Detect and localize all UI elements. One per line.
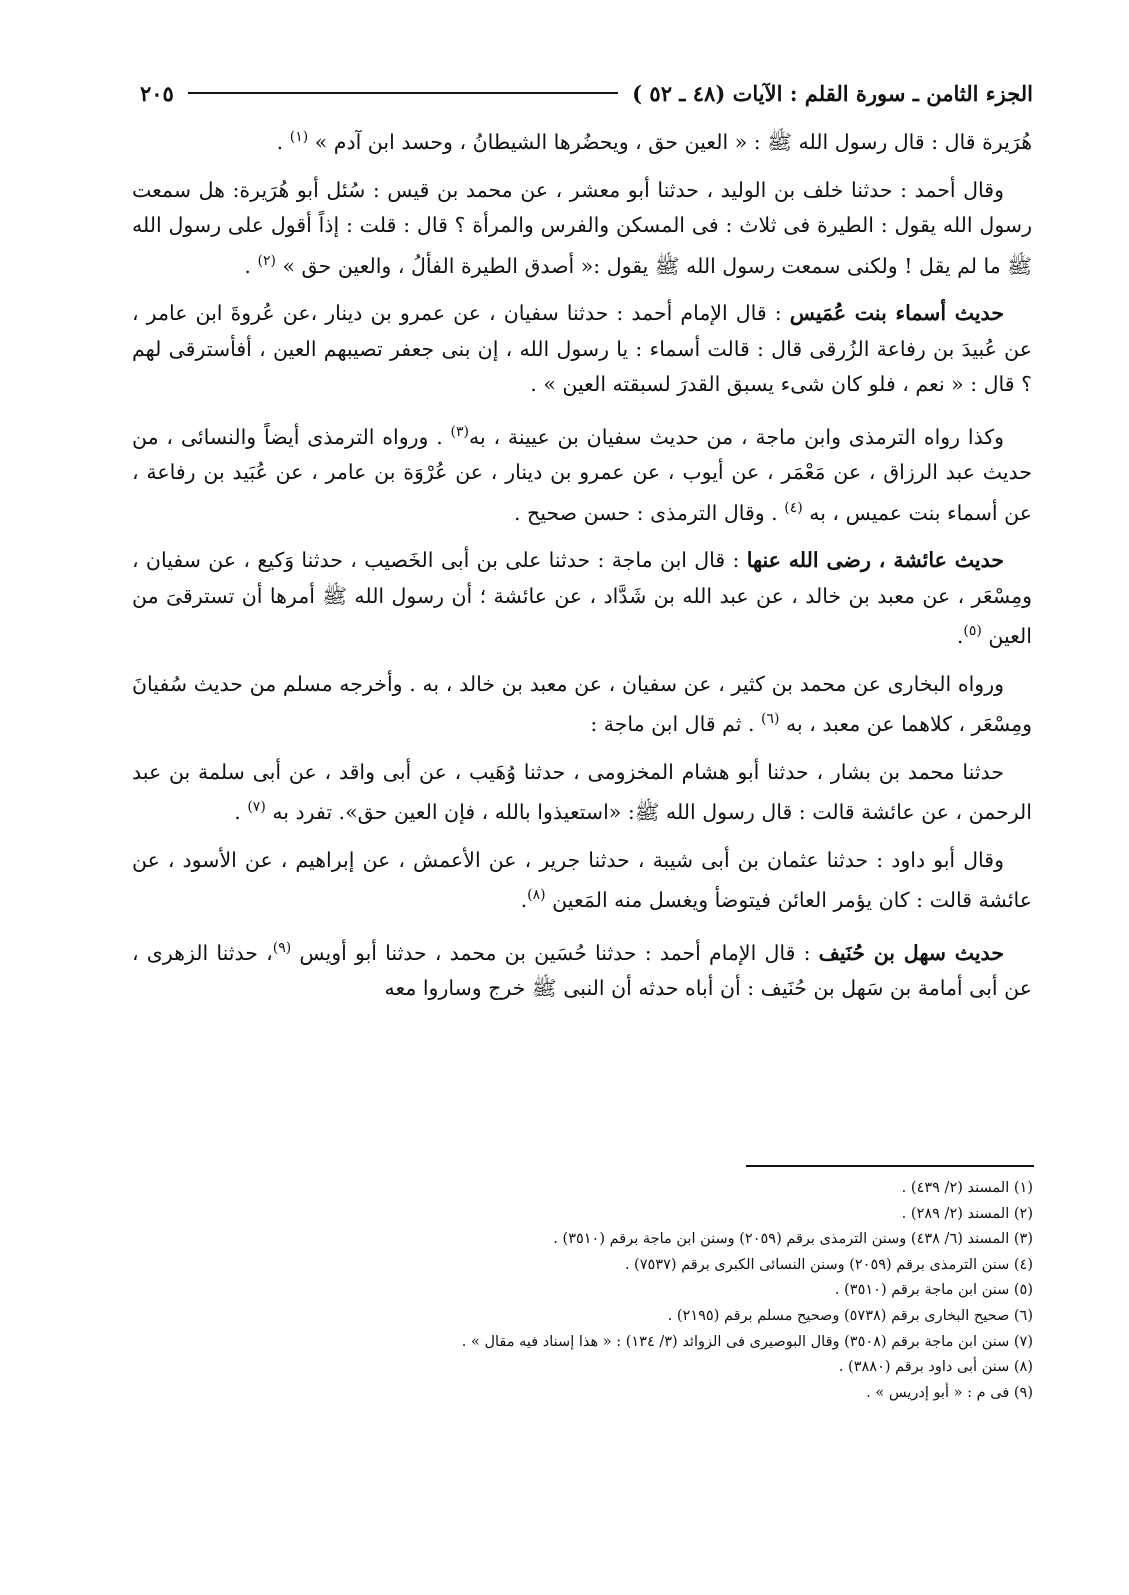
paragraph-tail: . [244,253,251,278]
footnote-rule [746,1165,1034,1167]
paragraph-6 [132,667,1032,743]
paragraph-text: : قال ابن ماجة : حدثنا على بن أبى الخَصيب ، حدثنا وَكيع ، عن سفيان ، ومِسْعَر ، عن معبد بن خالد ، عن عبد الله بن شَدَّاد ، عن عائشة ؛ أن رسول الله ﷺ أمرها أن تسترقىَ من العين [132,548,1032,648]
paragraph-text: وقال أحمد : حدثنا خلف بن الوليد ، حدثنا أبو معشر ، عن محمد بن قيس : سُئل أبو هُرَيرة: هل سمعت رسول الله يقول : الطيرة فى ثلاث : فى المسكن والفرس والمرأة ؟ قال : قلت : إذاً أقول على رسول الله ﷺ ما لم يقل ! ولكنى سمعت رسول الله ﷺ يقول :« أصدق الطيرة الفألُ ، والعين حق » [132,177,1032,278]
footnote-ref: (٦) [761,711,780,727]
paragraph-2 [132,173,1032,285]
footnote-5: (٥) سنن ابن ماجة برقم (٣٥١٠) . [834,1282,1033,1299]
footnote-4: (٤) سنن الترمذى برقم (٢٠٥٩) وسنن النسائى الكبرى برقم (٧٥٣٧) . [624,1256,1033,1273]
paragraph-tail: . وقال الترمذى : حسن صحيح . [513,500,785,525]
paragraph-text: حدثنا محمد بن بشار ، حدثنا أبو هشام المخزومى ، حدثنا وُهَيب ، عن أبى واقد ، عن أبى سلمة بن عبد الرحمن ، عن عائشة قالت : قال رسول الله ﷺ: «استعيذوا بالله ، فإن العين حق». تفرد به [132,759,1032,824]
paragraph-tail: . [234,800,248,824]
paragraph-text: وقال أبو داود : حدثنا عثمان بن أبى شيبة ، حدثنا جرير ، عن الأعمش ، عن إبراهيم ، عن الأسود ، عن عائشة قالت : كان يؤمر العائن فيتوضأ ويغسل منه المَعين [132,847,1032,912]
footnote-ref: (٣) [450,423,469,440]
footnote-ref: (١) [289,129,309,145]
paragraph-1 [132,120,1032,161]
footnote-ref: (٤) [784,499,803,516]
section-lead: حديث عائشة ، رضى الله عنها [746,548,1005,572]
footnote-1: (١) المسند (٢/ ٤٣٩) . [901,1180,1033,1196]
footnote-6: (٦) صحيح البخارى برقم (٥٧٣٨) وصحيح مسلم برقم (٢١٩٥) . [667,1307,1033,1324]
footnote-ref: (٩) [272,939,292,956]
paragraph-9 [132,931,1032,1007]
paragraph-3 [132,296,1032,403]
paragraph-7 [132,755,1032,831]
paragraph-text: وكذا رواه الترمذى وابن ماجة ، من حديث سفيان بن عيينة ، به [469,424,1004,449]
paragraph-5 [132,543,1032,655]
footnote-ref: (٧) [247,799,266,815]
paragraph-text: ورواه البخارى عن محمد بن كثير ، عن سفيان ، عن معبد بن خالد ، به . وأخرجه مسلم من حديث سُفيانَ ومِسْعَر ، كلاهما عن معبد ، به [132,671,1032,736]
footnote-3: (٣) المسند (٦/ ٤٣٨) وسنن الترمذى برقم (٢٠٥٩) وسنن ابن ماجة برقم (٣٥١٠) . [553,1231,1033,1248]
main-text [132,120,1032,1007]
paragraph-tail: . [276,130,284,154]
paragraph-text: هُرَيرة قال : قال رسول الله ﷺ : « العين حق ، ويحضُرها الشيطانُ ، وحسد ابن آدم » [314,130,1032,154]
section-lead: حديث أسماء بنت عُمَيس [789,301,1004,325]
footnote-ref: (٥) [963,623,982,639]
paragraph-4 [132,415,1032,532]
footnote-ref: (٢) [257,252,276,269]
footnote-9: (٩) فى م : « أبو إدريس » . [866,1384,1033,1401]
paragraph-tail: . ثم قال ابن ماجة : [590,712,762,736]
running-header [140,76,1033,110]
footnotes [133,1176,1033,1406]
paragraph-8 [132,843,1032,919]
paragraph-text: : قال الإمام أحمد : حدثنا حُسَين بن محمد ، حدثنا أبو أويس [299,940,819,965]
header-rule [188,92,618,94]
footnote-8: (٨) سنن أبى داود برقم (٣٨٨٠) . [838,1359,1033,1376]
paragraph-tail: . [956,624,964,648]
page-number: ٢٠٥ [140,80,174,106]
paragraph-text: : قال الإمام أحمد : حدثنا سفيان ، عن عمرو بن دينار ،عن عُروةَ ابن عامر ، عن عُبيدَ بن رفاعة الزُرقى قال : قالت أسماء : يا رسول الله ، إن بنى جعفر تصيبهم العين ، أفأسترقى لهم ؟ قال : « نعم ، فلو كان شىء يسبق القدرَ لسبقته العين » . [132,301,1032,396]
header-title: الجزء الثامن ـ سورة القلم : الآيات (٤٨ ـ ٥٢ ) [632,80,1033,106]
footnote-2: (٢) المسند (٢/ ٢٨٩) . [901,1205,1033,1222]
paragraph-tail: . ورواه الترمذى أيضاً والنسائى ، من حديث عبد الرزاق ، عن مَعْمَر ، عن أيوب ، عن عمرو بن دينار ، عن عُرْوَة بن عامر ، عن عُبَيد بن رفاعة ، عن أسماء بنت عميس ، به [132,424,1032,525]
footnote-7: (٧) سنن ابن ماجة برقم (٣٥٠٨) وقال البوصيرى فى الزوائد (٣/ ١٣٤) : « هذا إسناد فيه مقال » . [461,1333,1033,1350]
paragraph-tail: . [520,888,528,912]
footnote-ref: (٨) [527,887,546,903]
section-lead: حديث سهل بن حُنَيف [818,940,1004,965]
paragraph-tail: ، حدثنا الزهرى ، عن أبى أمامة بن سَهل بن حُنَيف : أن أباه حدثه أن النبى ﷺ خرج وساروا معه [132,940,1032,1000]
